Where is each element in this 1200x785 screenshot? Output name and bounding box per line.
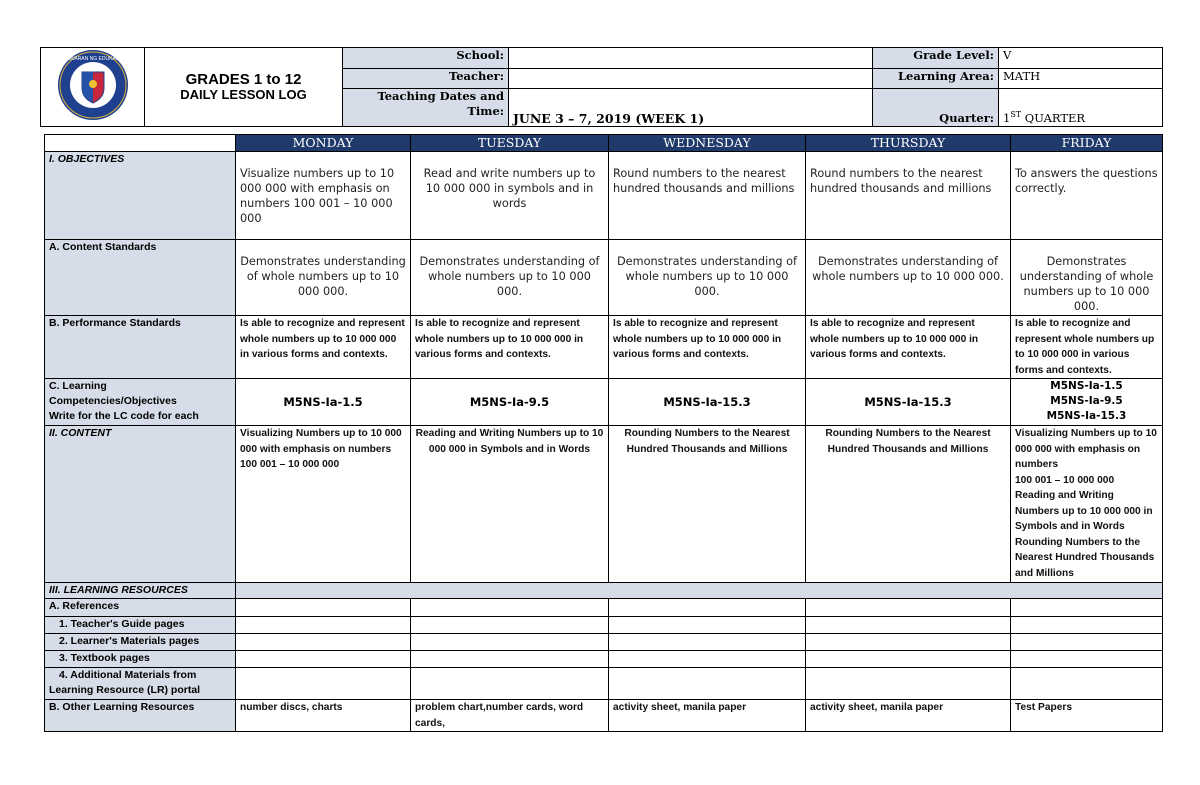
area-label: Learning Area:	[873, 68, 999, 89]
content-friday-line2: 100 001 – 10 000 000	[1015, 474, 1115, 486]
grade-value[interactable]: V	[999, 48, 1163, 69]
content-friday	[1011, 426, 1163, 583]
content-standards-monday: Demonstrates understanding of whole numbers up to 10 000 000.	[236, 240, 411, 316]
content-monday-line1: Visualizing Numbers up to 10 000 000 with emphasis on numbers	[240, 428, 402, 455]
deped-seal	[41, 48, 145, 127]
learners-materials-row	[45, 634, 1163, 651]
lr-portal-friday[interactable]	[1011, 668, 1163, 700]
competencies-label-line1: C. Learning	[49, 380, 107, 392]
learning-resources-row	[45, 583, 1163, 599]
content-label	[45, 426, 236, 583]
lc-code-thursday: M5NS-Ia-15.3	[806, 379, 1011, 426]
day-friday: FRIDAY	[1011, 135, 1163, 152]
lr-portal-label	[45, 668, 236, 700]
teachers-guide-label: 1. Teacher's Guide pages	[45, 617, 236, 634]
corner-cell	[45, 135, 236, 152]
area-value[interactable]: MATH	[999, 68, 1163, 89]
lr-portal-thursday[interactable]	[806, 668, 1011, 700]
deped-seal-icon	[56, 48, 130, 122]
lr-portal-label-line2: Learning Resource (LR) portal	[49, 684, 201, 696]
learners-materials-wednesday[interactable]	[609, 634, 806, 651]
content-standards-thursday: Demonstrates understanding of whole numbers up to 10 000 000.	[806, 240, 1011, 316]
performance-standards-thursday: Is able to recognize and represent whole numbers up to 10 000 000 in various forms and contexts.	[806, 316, 1011, 379]
references-friday[interactable]	[1011, 599, 1163, 617]
learning-resources-label-text: III. LEARNING RESOURCES	[49, 584, 188, 596]
day-thursday: THURSDAY	[806, 135, 1011, 152]
textbook-wednesday[interactable]	[609, 651, 806, 668]
competencies-label-line3: Write for the LC code for each	[49, 410, 199, 422]
lesson-log-table	[44, 134, 1163, 732]
content-friday-line4: Rounding Numbers to the Nearest Hundred Thousands and Millions	[1015, 536, 1155, 579]
performance-standards-row	[45, 316, 1163, 379]
other-resources-wednesday: activity sheet, manila paper	[609, 700, 806, 732]
objectives-label	[45, 152, 236, 240]
day-monday: MONDAY	[236, 135, 411, 152]
header-table	[40, 47, 1163, 127]
dates-label-line2: Time:	[467, 104, 504, 119]
content-standards-tuesday: Demonstrates understanding of whole numbers up to 10 000 000.	[411, 240, 609, 316]
textbook-friday[interactable]	[1011, 651, 1163, 668]
references-wednesday[interactable]	[609, 599, 806, 617]
title-line1: GRADES 1 to 12	[185, 71, 302, 88]
learners-materials-tuesday[interactable]	[411, 634, 609, 651]
day-wednesday: WEDNESDAY	[609, 135, 806, 152]
teachers-guide-wednesday[interactable]	[609, 617, 806, 634]
seal-text: KAGAWARAN NG EDUKASYON	[55, 56, 130, 62]
learners-materials-thursday[interactable]	[806, 634, 1011, 651]
teachers-guide-row	[45, 617, 1163, 634]
content-standards-friday: Demonstrates understanding of whole numbers up to 10 000 000.	[1011, 240, 1163, 316]
references-row	[45, 599, 1163, 617]
dates-label-line1: Teaching Dates and	[377, 89, 504, 104]
textbook-tuesday[interactable]	[411, 651, 609, 668]
content-tuesday: Reading and Writing Numbers up to 10 000 000 in Symbols and in Words	[411, 426, 609, 583]
objectives-label-text: I. OBJECTIVES	[49, 153, 125, 165]
school-value[interactable]	[509, 48, 873, 69]
lc-code-friday	[1011, 379, 1163, 426]
lc-code-friday-3: M5NS-Ia-15.3	[1046, 410, 1127, 422]
teachers-guide-thursday[interactable]	[806, 617, 1011, 634]
grade-label: Grade Level:	[873, 48, 999, 69]
content-thursday: Rounding Numbers to the Nearest Hundred Thousands and Millions	[806, 426, 1011, 583]
lr-portal-tuesday[interactable]	[411, 668, 609, 700]
other-resources-thursday: activity sheet, manila paper	[806, 700, 1011, 732]
teachers-guide-monday[interactable]	[236, 617, 411, 634]
performance-standards-friday: Is able to recognize and represent whole numbers up to 10 000 000 in various forms and contexts.	[1011, 316, 1163, 379]
day-header-row	[45, 135, 1163, 152]
lr-portal-monday[interactable]	[236, 668, 411, 700]
references-label: A. References	[45, 599, 236, 617]
references-monday[interactable]	[236, 599, 411, 617]
quarter-value[interactable]	[999, 89, 1163, 127]
title-line2: DAILY LESSON LOG	[180, 87, 307, 102]
learners-materials-label: 2. Learner's Materials pages	[45, 634, 236, 651]
competencies-row	[45, 379, 1163, 426]
content-row	[45, 426, 1163, 583]
objectives-row	[45, 152, 1163, 240]
teachers-guide-friday[interactable]	[1011, 617, 1163, 634]
lc-code-tuesday: M5NS-Ia-9.5	[411, 379, 609, 426]
content-standards-label: A. Content Standards	[45, 240, 236, 316]
competencies-label	[45, 379, 236, 426]
references-thursday[interactable]	[806, 599, 1011, 617]
content-label-text: II. CONTENT	[49, 427, 112, 439]
lc-code-friday-2: M5NS-Ia-9.5	[1050, 395, 1123, 407]
content-standards-wednesday: Demonstrates understanding of whole numbers up to 10 000 000.	[609, 240, 806, 316]
quarter-suffix-sup: ST	[1010, 110, 1022, 120]
performance-standards-tuesday: Is able to recognize and represent whole numbers up to 10 000 000 in various forms and contexts.	[411, 316, 609, 379]
teachers-guide-tuesday[interactable]	[411, 617, 609, 634]
textbook-monday[interactable]	[236, 651, 411, 668]
textbook-label: 3. Textbook pages	[45, 651, 236, 668]
other-resources-tuesday: problem chart,number cards, word cards,	[411, 700, 609, 732]
textbook-thursday[interactable]	[806, 651, 1011, 668]
content-friday-line3: Reading and Writing Numbers up to 10 000 000 in Symbols and in Words	[1015, 490, 1153, 532]
lr-portal-label-line1: 4. Additional Materials from	[59, 669, 197, 681]
performance-standards-monday: Is able to recognize and represent whole numbers up to 10 000 000 in various forms and contexts.	[236, 316, 411, 379]
performance-standards-label: B. Performance Standards	[45, 316, 236, 379]
quarter-word: QUARTER	[1021, 111, 1086, 125]
objectives-tuesday: Read and write numbers up to 10 000 000 in symbols and in words	[411, 152, 609, 240]
other-resources-friday: Test Papers	[1011, 700, 1163, 732]
content-friday-line1: Visualizing Numbers up to 10 000 000 with emphasis on numbers	[1015, 428, 1157, 470]
lc-code-friday-1: M5NS-Ia-1.5	[1050, 380, 1123, 392]
lc-code-monday: M5NS-Ia-1.5	[236, 379, 411, 426]
content-wednesday: Rounding Numbers to the Nearest Hundred Thousands and Millions	[609, 426, 806, 583]
day-tuesday: TUESDAY	[411, 135, 609, 152]
learning-resources-shaded	[236, 583, 1163, 599]
quarter-number: 1	[1003, 111, 1011, 125]
objectives-friday: To answers the questions correctly.	[1011, 152, 1163, 240]
references-tuesday[interactable]	[411, 599, 609, 617]
quarter-label: Quarter:	[873, 89, 999, 127]
content-monday	[236, 426, 411, 583]
learners-materials-monday[interactable]	[236, 634, 411, 651]
competencies-label-line2: Competencies/Objectives	[49, 395, 177, 407]
content-monday-line2: 100 001 – 10 000 000	[240, 459, 340, 470]
content-standards-row	[45, 240, 1163, 316]
teacher-value[interactable]	[509, 68, 873, 89]
learners-materials-friday[interactable]	[1011, 634, 1163, 651]
performance-standards-wednesday: Is able to recognize and represent whole numbers up to 10 000 000 in various forms and contexts.	[609, 316, 806, 379]
dates-label	[343, 89, 509, 127]
lc-code-wednesday: M5NS-Ia-15.3	[609, 379, 806, 426]
other-resources-label: B. Other Learning Resources	[45, 700, 236, 732]
lr-portal-row	[45, 668, 1163, 700]
lr-portal-wednesday[interactable]	[609, 668, 806, 700]
textbook-row	[45, 651, 1163, 668]
objectives-wednesday: Round numbers to the nearest hundred thousands and millions	[609, 152, 806, 240]
title-block	[145, 48, 343, 127]
other-resources-row	[45, 700, 1163, 732]
learning-resources-label	[45, 583, 236, 599]
objectives-thursday: Round numbers to the nearest hundred thousands and millions	[806, 152, 1011, 240]
dates-value[interactable]: JUNE 3 – 7, 2019 (WEEK 1)	[509, 89, 873, 127]
objectives-monday: Visualize numbers up to 10 000 000 with emphasis on numbers 100 001 – 10 000 000	[236, 152, 411, 240]
school-label: School:	[343, 48, 509, 69]
other-resources-monday: number discs, charts	[236, 700, 411, 732]
teacher-label: Teacher:	[343, 68, 509, 89]
